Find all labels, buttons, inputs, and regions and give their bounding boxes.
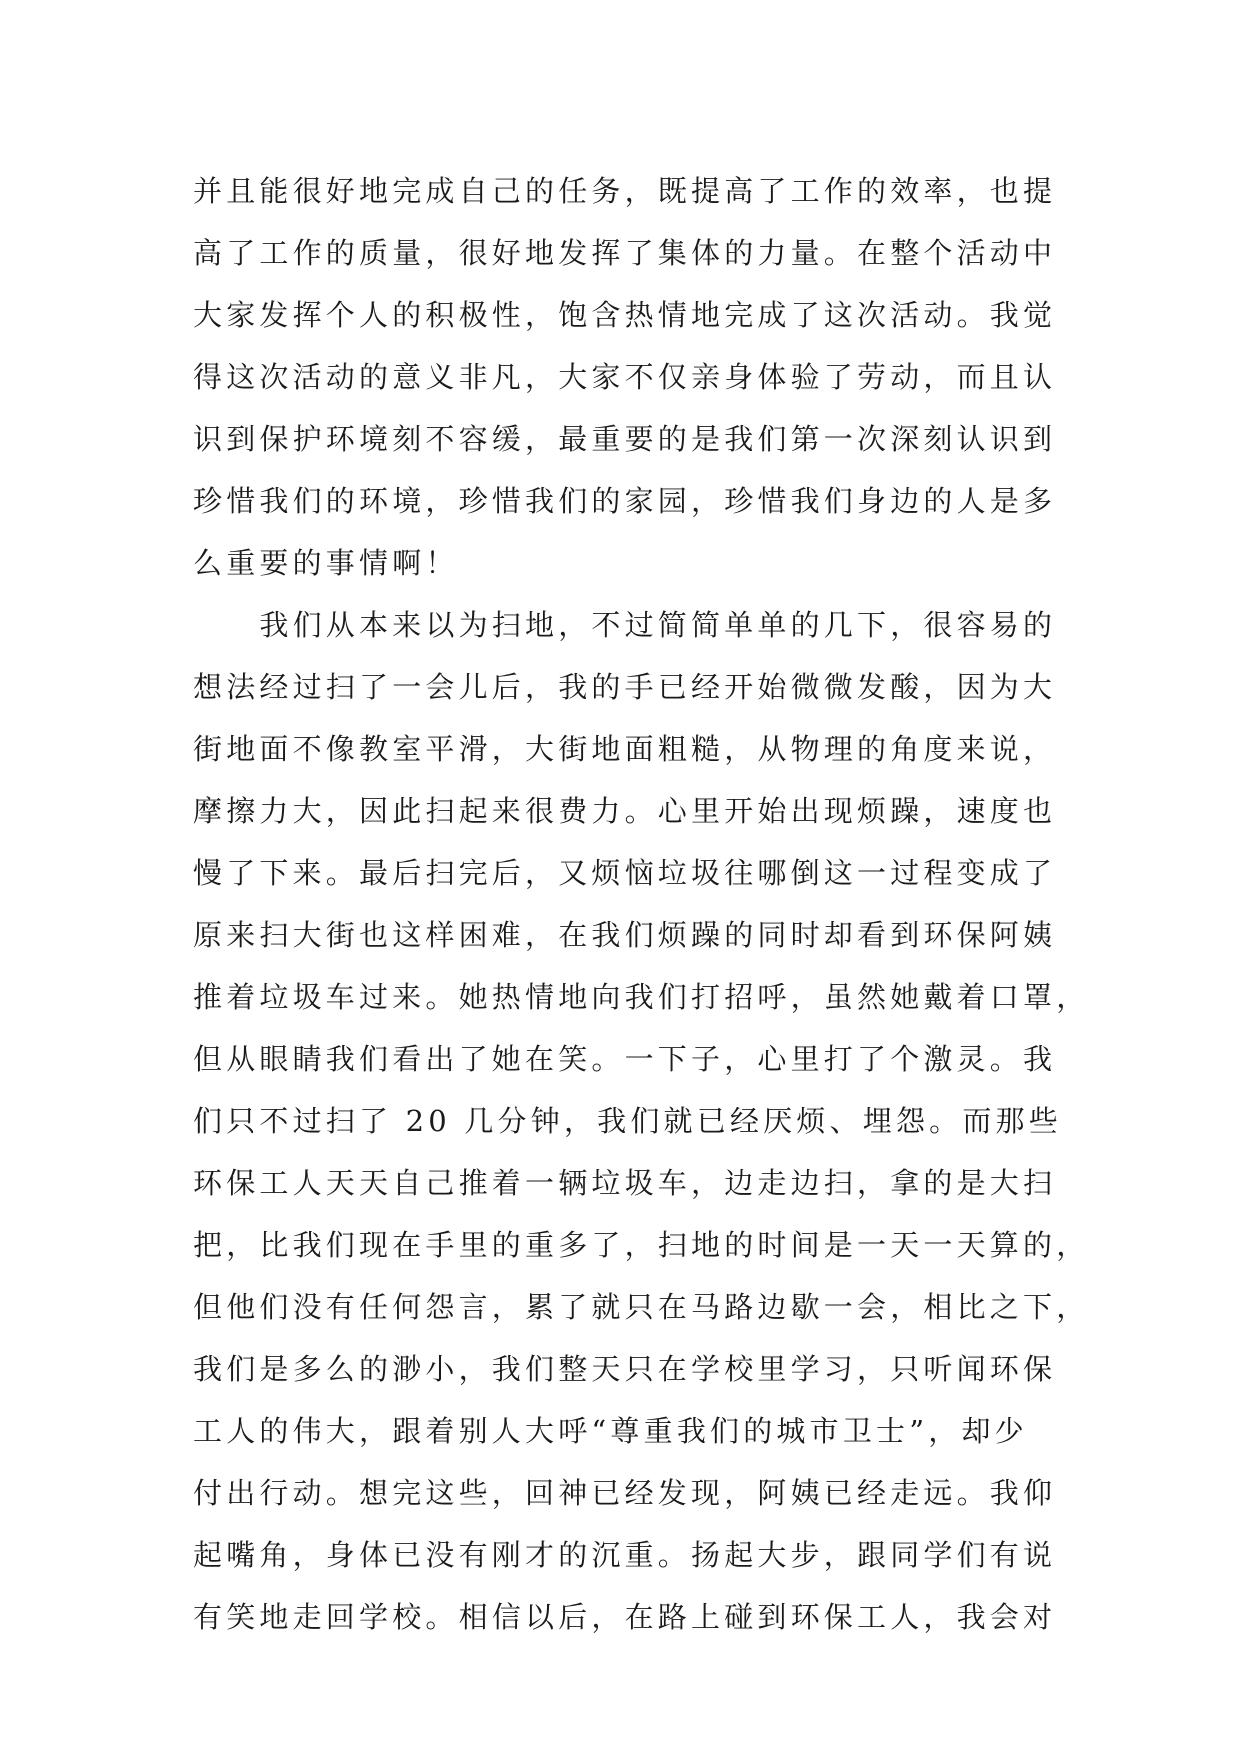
text-line: 我们是多么的渺小，我们整天只在学校里学习，只听闻环保 [193,1352,1057,1386]
body-text [193,160,1090,1648]
text-line: 但从眼睛我们看出了她在笑。一下子，心里打了个激灵。我 [193,1042,1057,1076]
text-line: 把，比我们现在手里的重多了，扫地的时间是一天一天算的， [193,1228,1090,1262]
text-line: 我们从本来以为扫地，不过简简单单的几下，很容易的 [193,608,1057,642]
text-line: 高了工作的质量，很好地发挥了集体的力量。在整个活动中 [193,236,1057,270]
text-line: 环保工人天天自己推着一辆垃圾车，边走边扫，拿的是大扫 [193,1166,1057,1200]
text-line: 想法经过扫了一会儿后，我的手已经开始微微发酸，因为大 [193,670,1057,704]
text-line: 么重要的事情啊！ [193,546,459,580]
text-line: 起嘴角，身体已没有刚才的沉重。扬起大步，跟同学们有说 [193,1538,1057,1572]
text-line: 摩擦力大，因此扫起来很费力。心里开始出现烦躁，速度也 [193,794,1057,828]
text-line: 们只不过扫了 20 几分钟，我们就已经厌烦、埋怨。而那些 [193,1104,1062,1138]
text-line: 原来扫大街也这样困难，在我们烦躁的同时却看到环保阿姨 [193,918,1057,952]
text-line: 但他们没有任何怨言，累了就只在马路边歇一会，相比之下， [193,1290,1090,1324]
text-line: 慢了下来。最后扫完后，又烦恼垃圾往哪倒这一过程变成了 [193,856,1057,890]
text-line: 工人的伟大，跟着别人大呼“尊重我们的城市卫士”，却少 [193,1414,1028,1448]
text-line: 并且能很好地完成自己的任务，既提高了工作的效率，也提 [193,174,1057,208]
text-line: 付出行动。想完这些，回神已经发现，阿姨已经走远。我仰 [193,1476,1057,1510]
text-line: 识到保护环境刻不容缓，最重要的是我们第一次深刻认识到 [193,422,1057,456]
text-line: 街地面不像教室平滑，大街地面粗糙，从物理的角度来说， [193,732,1057,766]
text-line: 推着垃圾车过来。她热情地向我们打招呼，虽然她戴着口罩， [193,980,1090,1014]
text-line: 珍惜我们的环境，珍惜我们的家园，珍惜我们身边的人是多 [193,484,1057,518]
text-line: 得这次活动的意义非凡，大家不仅亲身体验了劳动，而且认 [193,360,1057,394]
text-line: 有笑地走回学校。相信以后，在路上碰到环保工人，我会对 [193,1600,1057,1634]
text-line: 大家发挥个人的积极性，饱含热情地完成了这次活动。我觉 [193,298,1057,332]
